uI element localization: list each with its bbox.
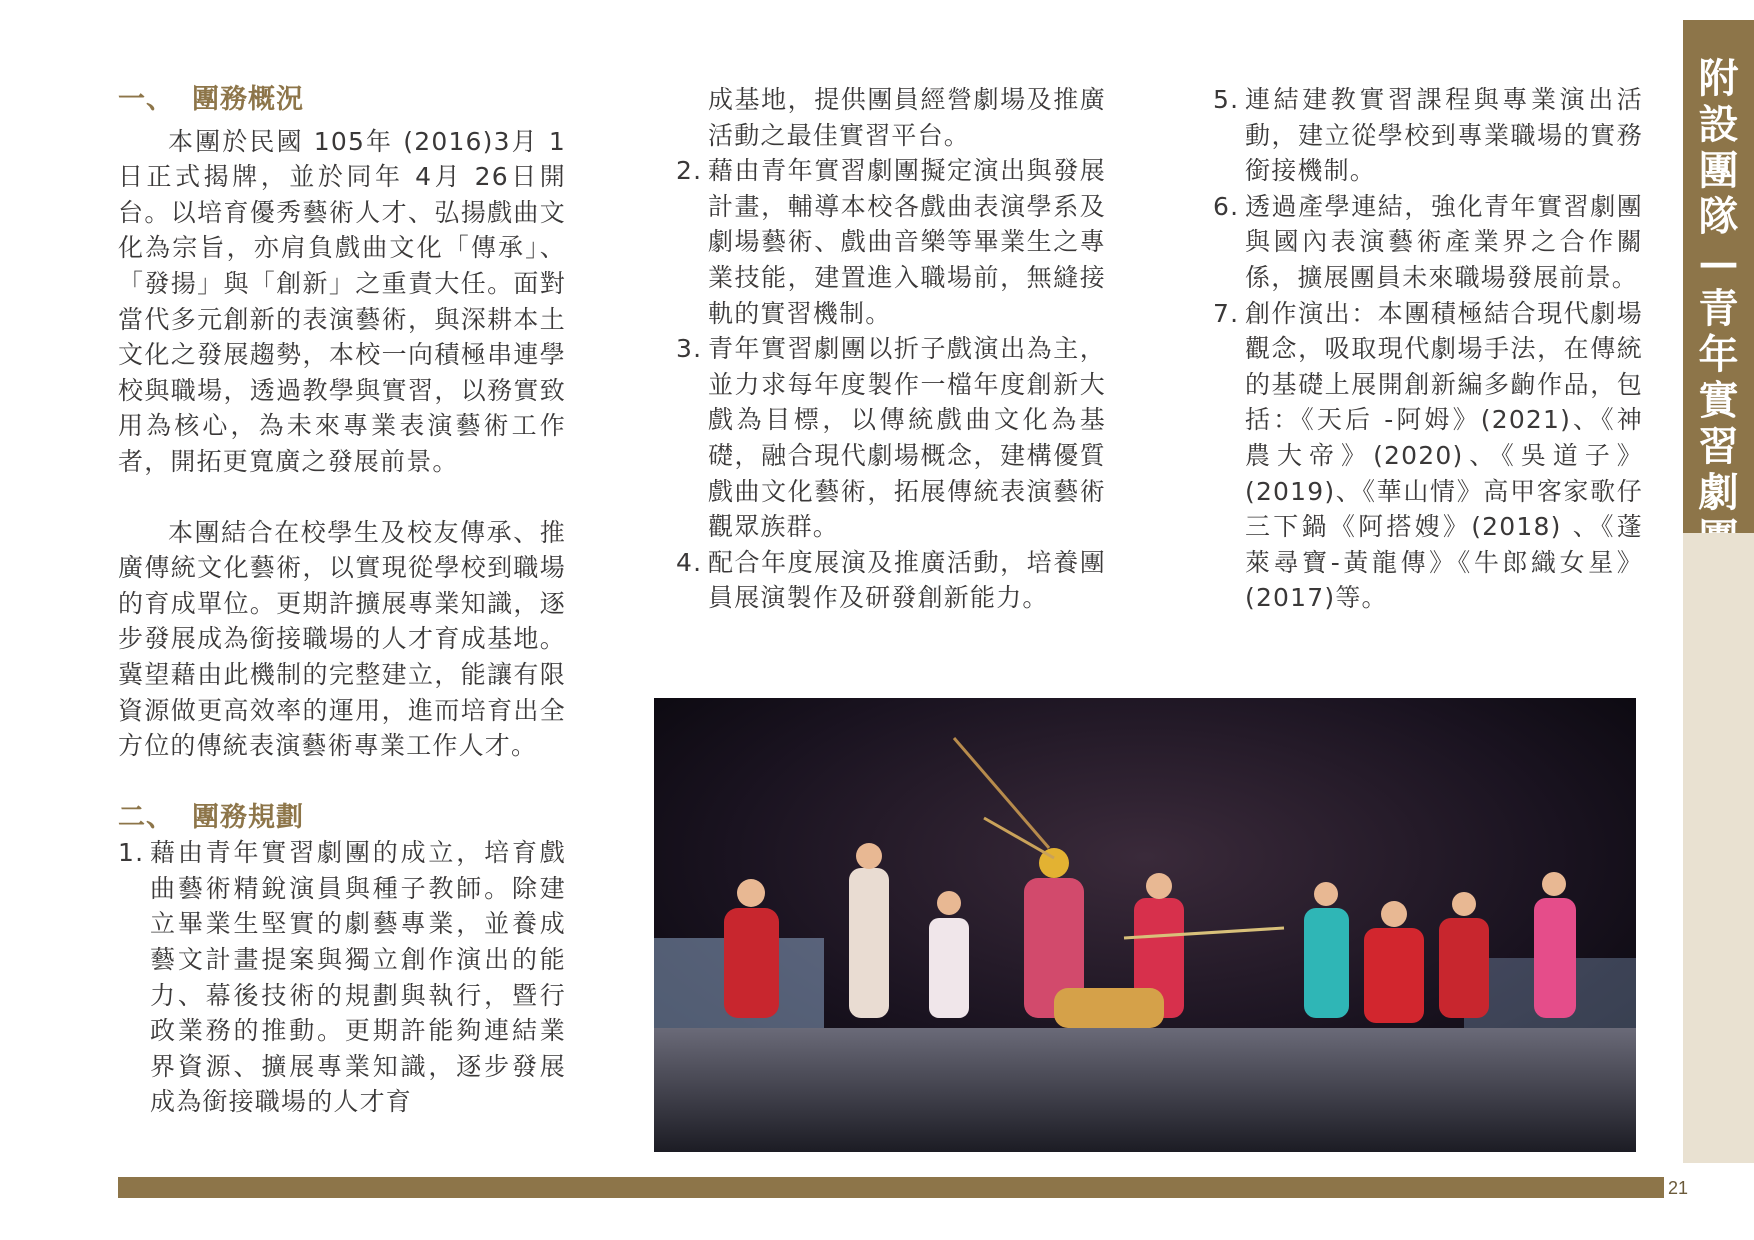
plan-item-2-number: 2. [676, 156, 703, 186]
footer-bar [118, 1177, 1664, 1198]
plan-item-6-text: 透過產學連結，強化青年實習劇團與國內表演藝術產業界之合作關係，擴展團員未來職場發展前景。 [1245, 191, 1643, 292]
plan-item-1-continued: 成基地，提供團員經營劇場及推廣活動之最佳實習平台。 [708, 85, 1106, 150]
side-tab-char: 團 [1698, 147, 1739, 194]
plan-item-3 [676, 331, 1106, 545]
plan-item-7 [1213, 296, 1643, 616]
side-tab-title [1683, 56, 1754, 562]
section2-number: 二、 [118, 801, 174, 833]
plan-item-7-text: 創作演出：本團積極結合現代劇場觀念，吸取現代劇場手法，在傳統的基礎上展開創新編多齣作品，包括：《天后 -阿姆》(2021)、《神農大帝》(2020)、《吳道子》(2019)、《華山情》高甲客家歌仔三下鍋《阿搭嫂》(2018) 、《蓬萊尋寶-黃龍傳》《牛郎織女星》(2017)等。 [1245, 298, 1643, 613]
plan-item-4 [676, 545, 1106, 616]
side-tab-char: 實 [1698, 377, 1739, 424]
plan-item-1-text: 藉由青年實習劇團的成立，培育戲曲藝術精銳演員與種子教師。除建立畢業生堅實的劇藝專業，並養成藝文計畫提案與獨立創作演出的能力、幕後技術的規劃與執行，暨行政業務的推動。更期許能夠連結業界資源、擴展專業知識，逐步發展成為銜接職場的人才育 [150, 838, 566, 1117]
plan-item-1 [118, 835, 566, 1120]
page-number: 21 [1668, 1178, 1689, 1198]
section1-paragraph-2: 本團結合在校學生及校友傳承、推廣傳統文化藝術，以實現從學校到職場的育成單位。更期許擴展專業知識，逐步發展成為銜接職場的人才育成基地。冀望藉由此機制的完整建立，能讓有限資源做更高效率的運用，進而培育出全方位的傳統表演藝術專業工作人才。 [118, 517, 566, 761]
plan-list-part-3 [1213, 82, 1643, 616]
plan-item-4-text: 配合年度展演及推廣活動，培養團員展演製作及研發創新能力。 [708, 547, 1106, 613]
side-tab-char: 劇 [1698, 469, 1739, 516]
plan-item-6-number: 6. [1213, 191, 1240, 221]
section1-title: 團務概況 [192, 84, 304, 115]
plan-item-5-text: 連結建教實習課程與專業演出活動，建立從學校到專業職場的實務銜接機制。 [1245, 85, 1643, 186]
section1-paragraph-1: 本團於民國 105年 (2016)3月 1日正式揭牌，並於同年 4月 26日開台。以培育優秀藝術人才、弘揚戲曲文化為宗旨，亦肩負戲曲文化「傳承」、「發揚」與「創新」之重責大任。面對當代多元創新的表演藝術，與深耕本土文化之發展趨勢，本校一向積極串連學校與職場，透過教學與實習，以務實致用為核心，為未來專業表演藝術工作者，開拓更寬廣之發展前景。 [118, 126, 566, 476]
column-1 [118, 82, 566, 1120]
plan-item-1-number: 1. [118, 838, 145, 868]
plan-list-part-2 [676, 153, 1106, 616]
section1-number: 一、 [118, 84, 174, 115]
stage-photo-illustration [654, 698, 1636, 1152]
side-tab-char: 隊 [1698, 193, 1739, 240]
side-tab-char: 年 [1698, 331, 1739, 378]
section1-heading [118, 82, 566, 118]
plan-item-6 [1213, 189, 1643, 296]
plan-item-2-text: 藉由青年實習劇團擬定演出與發展計畫，輔導本校各戲曲表演學系及劇場藝術、戲曲音樂等畢業生之專業技能，建置進入職場前，無縫接軌的實習機制。 [708, 156, 1106, 328]
side-tab-char: 青 [1698, 285, 1739, 332]
side-tab-char: 習 [1698, 423, 1739, 470]
plan-item-5 [1213, 82, 1643, 189]
column-2 [676, 82, 1106, 616]
plan-item-3-text: 青年實習劇團以折子戲演出為主，並力求每年度製作一檔年度創新大戲為目標，以傳統戲曲文化為基礎，融合現代劇場概念，建構優質戲曲文化藝術，拓展傳統表演藝術觀眾族群。 [708, 334, 1106, 542]
plan-item-7-number: 7. [1213, 298, 1240, 328]
plan-item-3-number: 3. [676, 334, 703, 364]
side-tab-char: — [1698, 239, 1739, 286]
section2-title: 團務規劃 [192, 801, 304, 833]
stage-performance-photo [654, 698, 1636, 1152]
plan-item-4-number: 4. [676, 547, 703, 577]
side-tab-char: 設 [1698, 101, 1739, 148]
side-tab-char: 附 [1698, 55, 1739, 102]
plan-item-5-number: 5. [1213, 85, 1240, 114]
plan-item-2 [676, 153, 1106, 331]
side-tab-pale-band [1683, 533, 1754, 1163]
plan-list-part-1 [118, 835, 566, 1120]
column-3 [1213, 82, 1643, 616]
section2-heading [118, 800, 566, 836]
